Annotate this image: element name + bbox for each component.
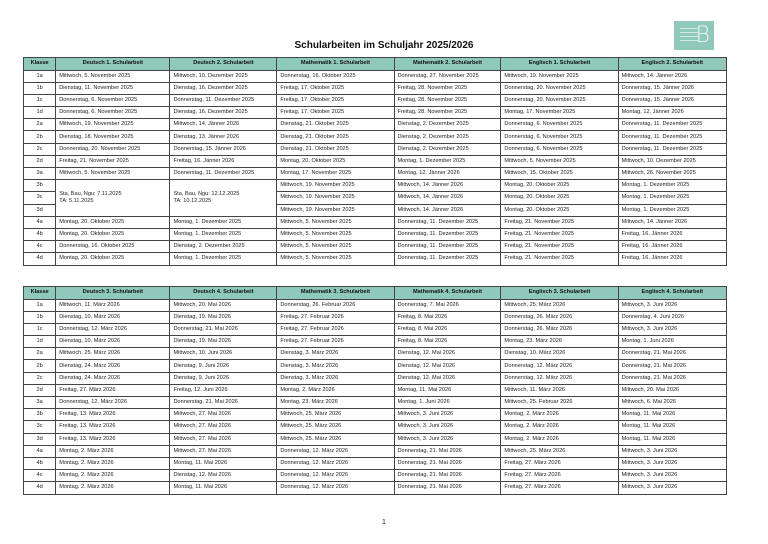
date-cell: Donnerstag, 6. November 2025 [56,94,170,106]
date-cell: Freitag, 17. Oktober 2025 [277,107,394,119]
date-cell: Donnerstag, 20. November 2025 [501,82,618,94]
date-cell: Dienstag, 9. Juni 2026 [170,360,277,372]
date-cell: Mittwoch, 10. Dezember 2025 [170,70,277,82]
date-cell: Montag, 2. März 2026 [56,457,170,469]
date-cell: Montag, 17. November 2025 [277,168,394,180]
date-cell: Mittwoch, 14. Jänner 2026 [394,180,501,192]
date-cell: Donnerstag, 21. Mai 2026 [618,372,726,384]
table-row [24,180,727,192]
merged-date-line: TA: 10.12.2025 [173,197,212,204]
date-cell: Freitag, 16. Jänner 2026 [618,241,726,253]
date-cell: Mittwoch, 10. Dezember 2025 [618,155,726,167]
table-row [24,384,727,396]
date-cell: Freitag, 28. November 2025 [394,94,501,106]
date-cell: Montag, 11. Mai 2026 [170,482,277,494]
date-cell: Freitag, 27. März 2026 [501,457,618,469]
date-cell: Montag, 11. Mai 2026 [394,384,501,396]
date-cell: Montag, 20. Oktober 2025 [501,180,618,192]
column-header: Englisch 2. Schularbeit [618,58,726,71]
date-cell: Mittwoch, 25. März 2026 [277,409,394,421]
class-cell: 3a [24,397,56,409]
page-title: Schularbeiten im Schuljahr 2025/2026 [294,40,474,51]
date-cell: Montag, 1. Dezember 2025 [170,228,277,240]
date-cell: Donnerstag, 11. Dezember 2025 [618,131,726,143]
table-row [24,445,727,457]
class-cell: 3d [24,204,56,216]
date-cell: Dienstag, 10. März 2026 [56,336,170,348]
date-cell: Montag, 2. März 2026 [56,482,170,494]
date-cell: Mittwoch, 11. März 2026 [56,299,170,311]
date-cell: Montag, 1. Dezember 2025 [618,180,726,192]
date-cell: Dienstag, 2. Dezember 2025 [394,143,501,155]
date-cell: Montag, 23. März 2026 [277,397,394,409]
date-cell: Montag, 11. Mai 2026 [618,421,726,433]
class-cell: 1a [24,299,56,311]
date-cell: Dienstag, 16. Dezember 2025 [170,107,277,119]
date-cell: Donnerstag, 6. November 2025 [501,143,618,155]
date-cell: Dienstag, 21. Oktober 2025 [277,131,394,143]
table-row [24,470,727,482]
date-cell: Montag, 1. Juni 2026 [618,336,726,348]
class-cell: 1b [24,311,56,323]
date-cell: Mittwoch, 14. Jänner 2026 [170,119,277,131]
date-cell: Freitag, 21. November 2025 [56,155,170,167]
date-cell: Donnerstag, 21. Mai 2026 [394,445,501,457]
date-cell: Freitag, 16. Jänner 2026 [170,155,277,167]
class-cell: 2a [24,119,56,131]
date-cell: Montag, 1. Dezember 2025 [170,253,277,265]
date-cell: Mittwoch, 19. November 2025 [56,119,170,131]
date-cell: Donnerstag, 11. Dezember 2025 [394,241,501,253]
date-cell: Mittwoch, 14. Jänner 2026 [394,204,501,216]
date-cell: Montag, 1. Juni 2026 [394,397,501,409]
date-cell: Montag, 2. März 2026 [501,421,618,433]
date-cell: Mittwoch, 3. Juni 2026 [394,433,501,445]
date-cell: Montag, 1. Dezember 2025 [618,204,726,216]
date-cell: Montag, 20. Oktober 2025 [56,253,170,265]
date-cell: Donnerstag, 11. Dezember 2025 [618,119,726,131]
class-cell: 2a [24,348,56,360]
table-header-row [24,58,727,71]
date-cell: Freitag, 12. Juni 2026 [170,384,277,396]
date-cell: Donnerstag, 6. November 2025 [501,131,618,143]
date-cell: Donnerstag, 27. November 2025 [394,70,501,82]
date-cell: Freitag, 27. Februar 2026 [277,311,394,323]
table-row [24,433,727,445]
table-row [24,143,727,155]
date-cell: Freitag, 21. November 2025 [501,241,618,253]
table-row [24,360,727,372]
class-cell: 3d [24,433,56,445]
date-cell: Freitag, 17. Oktober 2025 [277,94,394,106]
date-cell: Montag, 23. März 2026 [501,336,618,348]
date-cell: Dienstag, 12. Mai 2026 [394,372,501,384]
date-cell: Mittwoch, 20. Mai 2026 [618,384,726,396]
date-cell: Donnerstag, 21. Mai 2026 [170,323,277,335]
class-cell: 4d [24,482,56,494]
date-cell: Montag, 20. Oktober 2025 [277,155,394,167]
date-cell: Dienstag, 19. Mai 2026 [170,311,277,323]
date-cell: Mittwoch, 5. November 2025 [277,253,394,265]
date-cell: Dienstag, 18. November 2025 [56,131,170,143]
date-cell: Mittwoch, 27. Mai 2026 [170,433,277,445]
date-cell: Mittwoch, 19. November 2025 [501,70,618,82]
date-cell: Donnerstag, 11. Dezember 2025 [618,143,726,155]
date-cell: Donnerstag, 12. März 2026 [501,360,618,372]
date-cell: Mittwoch, 3. Juni 2026 [394,421,501,433]
date-cell: Dienstag, 2. Dezember 2025 [170,241,277,253]
date-cell: Freitag, 16. Jänner 2026 [618,228,726,240]
schedule-table-semester-1 [23,57,727,266]
date-cell: Freitag, 8. Mai 2026 [394,323,501,335]
date-cell: Montag, 2. März 2026 [501,433,618,445]
date-cell: Dienstag, 24. März 2026 [56,372,170,384]
date-cell: Dienstag, 24. März 2026 [56,360,170,372]
date-cell: Mittwoch, 19. November 2025 [277,204,394,216]
date-cell: Dienstag, 2. Dezember 2025 [394,119,501,131]
table-row [24,94,727,106]
column-header: Mathematik 2. Schularbeit [394,58,501,71]
date-cell: Donnerstag, 21. Mai 2026 [394,457,501,469]
page-number: 1 [382,519,386,526]
table-row [24,107,727,119]
merged-date-cell [170,180,277,217]
date-cell: Donnerstag, 12. März 2026 [277,470,394,482]
date-cell: Freitag, 21. November 2025 [501,253,618,265]
date-cell: Donnerstag, 15. Jänner 2026 [618,82,726,94]
column-header: Deutsch 1. Schularbeit [56,58,170,71]
merged-date-line: Sta, Bau, Ngu: 7.11.2025 [59,190,122,197]
date-cell: Donnerstag, 20. November 2025 [56,143,170,155]
date-cell: Donnerstag, 15. Jänner 2026 [618,94,726,106]
date-cell: Mittwoch, 6. Mai 2026 [618,397,726,409]
date-cell: Donnerstag, 26. März 2026 [501,323,618,335]
date-cell: Mittwoch, 27. Mai 2026 [170,445,277,457]
table-row [24,482,727,494]
date-cell: Mittwoch, 3. Juni 2026 [618,445,726,457]
table-row [24,228,727,240]
date-cell: Montag, 1. Dezember 2025 [170,216,277,228]
table-row [24,311,727,323]
date-cell: Donnerstag, 21. Mai 2026 [394,470,501,482]
date-cell: Donnerstag, 26. März 2026 [501,311,618,323]
date-cell: Donnerstag, 11. Dezember 2025 [170,94,277,106]
table-row [24,168,727,180]
date-cell: Montag, 11. Mai 2026 [618,433,726,445]
class-cell: 1c [24,323,56,335]
class-cell: 3c [24,421,56,433]
date-cell: Dienstag, 12. Mai 2026 [170,470,277,482]
date-cell: Mittwoch, 26. November 2025 [618,168,726,180]
date-cell: Mittwoch, 3. Juni 2026 [618,457,726,469]
date-cell: Donnerstag, 21. Mai 2026 [618,360,726,372]
date-cell: Freitag, 27. Februar 2026 [277,323,394,335]
date-cell: Montag, 17. November 2025 [501,107,618,119]
date-cell: Mittwoch, 5. November 2025 [501,155,618,167]
logo-letter: B [695,23,710,48]
date-cell: Freitag, 27. Februar 2026 [277,336,394,348]
date-cell: Donnerstag, 26. Februar 2026 [277,299,394,311]
date-cell: Freitag, 13. März 2026 [56,433,170,445]
date-cell: Donnerstag, 16. Oktober 2025 [56,241,170,253]
class-cell: 3a [24,168,56,180]
date-cell: Donnerstag, 12. März 2026 [277,482,394,494]
date-cell: Freitag, 8. Mai 2026 [394,336,501,348]
column-header: Deutsch 4. Schularbeit [170,287,277,300]
date-cell: Montag, 12. Jänner 2026 [618,107,726,119]
class-cell: 2b [24,131,56,143]
date-cell: Mittwoch, 11. März 2026 [501,384,618,396]
date-cell: Donnerstag, 11. Dezember 2025 [394,253,501,265]
date-cell: Donnerstag, 6. November 2025 [56,107,170,119]
date-cell: Freitag, 28. November 2025 [394,107,501,119]
date-cell: Freitag, 13. März 2026 [56,421,170,433]
column-header: Englisch 3. Schularbeit [501,287,618,300]
date-cell: Donnerstag, 12. März 2026 [501,372,618,384]
table-row [24,421,727,433]
date-cell: Mittwoch, 25. März 2026 [56,348,170,360]
date-cell: Dienstag, 12. Mai 2026 [394,348,501,360]
table-row [24,241,727,253]
table-row [24,131,727,143]
date-cell: Montag, 2. März 2026 [277,384,394,396]
date-cell: Mittwoch, 5. November 2025 [277,228,394,240]
date-cell: Mittwoch, 3. Juni 2026 [394,409,501,421]
date-cell: Mittwoch, 10. Juni 2026 [170,348,277,360]
date-cell: Mittwoch, 25. März 2026 [501,445,618,457]
date-cell: Mittwoch, 14. Jänner 2026 [618,70,726,82]
column-header: Englisch 1. Schularbeit [501,58,618,71]
date-cell: Donnerstag, 11. Dezember 2025 [394,216,501,228]
column-header: Mathematik 1. Schularbeit [277,58,394,71]
date-cell: Dienstag, 12. Mai 2026 [394,360,501,372]
date-cell: Mittwoch, 27. Mai 2026 [170,409,277,421]
class-cell: 1d [24,107,56,119]
merged-date-line: Sta, Bau, Ngu: 12.12.2025 [173,190,240,197]
date-cell: Montag, 20. Oktober 2025 [56,216,170,228]
class-cell: 1a [24,70,56,82]
date-cell: Dienstag, 11. November 2025 [56,82,170,94]
date-cell: Dienstag, 10. März 2026 [501,348,618,360]
class-cell: 2c [24,143,56,155]
date-cell: Donnerstag, 12. März 2026 [56,323,170,335]
date-cell: Freitag, 21. November 2025 [501,228,618,240]
date-cell: Donnerstag, 21. Mai 2026 [394,482,501,494]
class-cell: 1b [24,82,56,94]
table-row [24,409,727,421]
table-row [24,70,727,82]
column-header: Englisch 4. Schularbeit [618,287,726,300]
date-cell: Mittwoch, 15. Oktober 2025 [501,168,618,180]
date-cell: Dienstag, 9. Juni 2026 [170,372,277,384]
date-cell: Mittwoch, 3. Juni 2026 [618,470,726,482]
schedule-table-semester-2 [23,286,727,495]
class-cell: 3b [24,180,56,192]
date-cell: Freitag, 13. März 2026 [56,409,170,421]
class-cell: 4a [24,445,56,457]
date-cell: Montag, 2. März 2026 [56,445,170,457]
date-cell: Dienstag, 13. Jänner 2026 [170,131,277,143]
date-cell: Donnerstag, 12. März 2026 [277,457,394,469]
date-cell: Freitag, 27. März 2026 [501,482,618,494]
date-cell: Donnerstag, 6. November 2025 [501,119,618,131]
date-cell: Montag, 1. Dezember 2025 [618,192,726,204]
column-header: Mathematik 3. Schularbeit [277,287,394,300]
date-cell: Mittwoch, 25. März 2026 [277,421,394,433]
date-cell: Mittwoch, 14. Jänner 2026 [618,216,726,228]
date-cell: Donnerstag, 11. Dezember 2025 [170,168,277,180]
date-cell: Montag, 2. März 2026 [501,409,618,421]
date-cell: Montag, 20. Oktober 2025 [501,192,618,204]
date-cell: Mittwoch, 14. Jänner 2026 [394,192,501,204]
column-header: Klasse [24,287,56,300]
date-cell: Dienstag, 21. Oktober 2025 [277,143,394,155]
date-cell: Mittwoch, 5. November 2025 [56,168,170,180]
class-cell: 4b [24,457,56,469]
date-cell: Donnerstag, 20. November 2025 [501,94,618,106]
table-row [24,372,727,384]
date-cell: Montag, 11. Mai 2026 [618,409,726,421]
table-row [24,457,727,469]
table-row [24,336,727,348]
class-cell: 4a [24,216,56,228]
class-cell: 2d [24,384,56,396]
date-cell: Mittwoch, 3. Juni 2026 [618,323,726,335]
date-cell: Montag, 1. Dezember 2025 [394,155,501,167]
date-cell: Mittwoch, 5. November 2025 [56,70,170,82]
date-cell: Freitag, 27. März 2026 [501,470,618,482]
column-header: Mathematik 4. Schularbeit [394,287,501,300]
table-row [24,216,727,228]
date-cell: Dienstag, 3. März 2026 [277,348,394,360]
class-cell: 2b [24,360,56,372]
date-cell: Mittwoch, 20. Mai 2026 [170,299,277,311]
school-logo [674,21,714,50]
class-cell: 2c [24,372,56,384]
date-cell: Donnerstag, 11. Dezember 2025 [394,228,501,240]
date-cell: Freitag, 27. März 2026 [56,384,170,396]
date-cell: Freitag, 21. November 2025 [501,216,618,228]
date-cell: Montag, 2. März 2026 [56,470,170,482]
merged-date-cell [56,180,170,217]
date-cell: Dienstag, 3. März 2026 [277,372,394,384]
class-cell: 4d [24,253,56,265]
table-row [24,348,727,360]
date-cell: Mittwoch, 3. Juni 2026 [618,299,726,311]
table-header-row [24,287,727,300]
date-cell: Montag, 11. Mai 2026 [170,457,277,469]
class-cell: 1c [24,94,56,106]
table-row [24,397,727,409]
date-cell: Freitag, 17. Oktober 2025 [277,82,394,94]
merged-date-line: TA: 5.11.2025 [59,197,94,204]
class-cell: 1d [24,336,56,348]
date-cell: Mittwoch, 25. Februar 2026 [501,397,618,409]
class-cell: 4c [24,470,56,482]
date-cell: Montag, 20. Oktober 2025 [501,204,618,216]
table-row [24,299,727,311]
date-cell: Mittwoch, 25. März 2026 [277,433,394,445]
date-cell: Donnerstag, 4. Juni 2026 [618,311,726,323]
date-cell: Freitag, 16. Jänner 2026 [618,253,726,265]
date-cell: Mittwoch, 25. März 2026 [501,299,618,311]
date-cell: Mittwoch, 5. November 2025 [277,241,394,253]
date-cell: Freitag, 28. November 2025 [394,82,501,94]
column-header: Klasse [24,58,56,71]
date-cell: Donnerstag, 21. Mai 2026 [170,397,277,409]
table-row [24,253,727,265]
date-cell: Dienstag, 2. Dezember 2025 [394,131,501,143]
date-cell: Dienstag, 10. März 2026 [56,311,170,323]
class-cell: 3c [24,192,56,204]
class-cell: 4c [24,241,56,253]
date-cell: Freitag, 8. Mai 2026 [394,311,501,323]
class-cell: 4b [24,228,56,240]
date-cell: Montag, 12. Jänner 2026 [394,168,501,180]
date-cell: Donnerstag, 16. Oktober 2025 [277,70,394,82]
date-cell: Dienstag, 19. Mai 2026 [170,336,277,348]
column-header: Deutsch 3. Schularbeit [56,287,170,300]
date-cell: Mittwoch, 27. Mai 2026 [170,421,277,433]
date-cell: Mittwoch, 5. November 2025 [277,216,394,228]
date-cell: Donnerstag, 21. Mai 2026 [618,348,726,360]
date-cell: Montag, 20. Oktober 2025 [56,228,170,240]
date-cell: Mittwoch, 19. November 2025 [277,192,394,204]
table-row [24,82,727,94]
date-cell: Dienstag, 3. März 2026 [277,360,394,372]
column-header: Deutsch 2. Schularbeit [170,58,277,71]
table-row [24,155,727,167]
date-cell: Donnerstag, 7. Mai 2026 [394,299,501,311]
class-cell: 3b [24,409,56,421]
date-cell: Dienstag, 21. Oktober 2025 [277,119,394,131]
date-cell: Donnerstag, 15. Jänner 2026 [170,143,277,155]
table-row [24,323,727,335]
class-cell: 2d [24,155,56,167]
date-cell: Mittwoch, 19. November 2025 [277,180,394,192]
date-cell: Donnerstag, 12. März 2026 [56,397,170,409]
table-row [24,119,727,131]
date-cell: Donnerstag, 12. März 2026 [277,445,394,457]
date-cell: Mittwoch, 3. Juni 2026 [618,482,726,494]
date-cell: Dienstag, 16. Dezember 2025 [170,82,277,94]
